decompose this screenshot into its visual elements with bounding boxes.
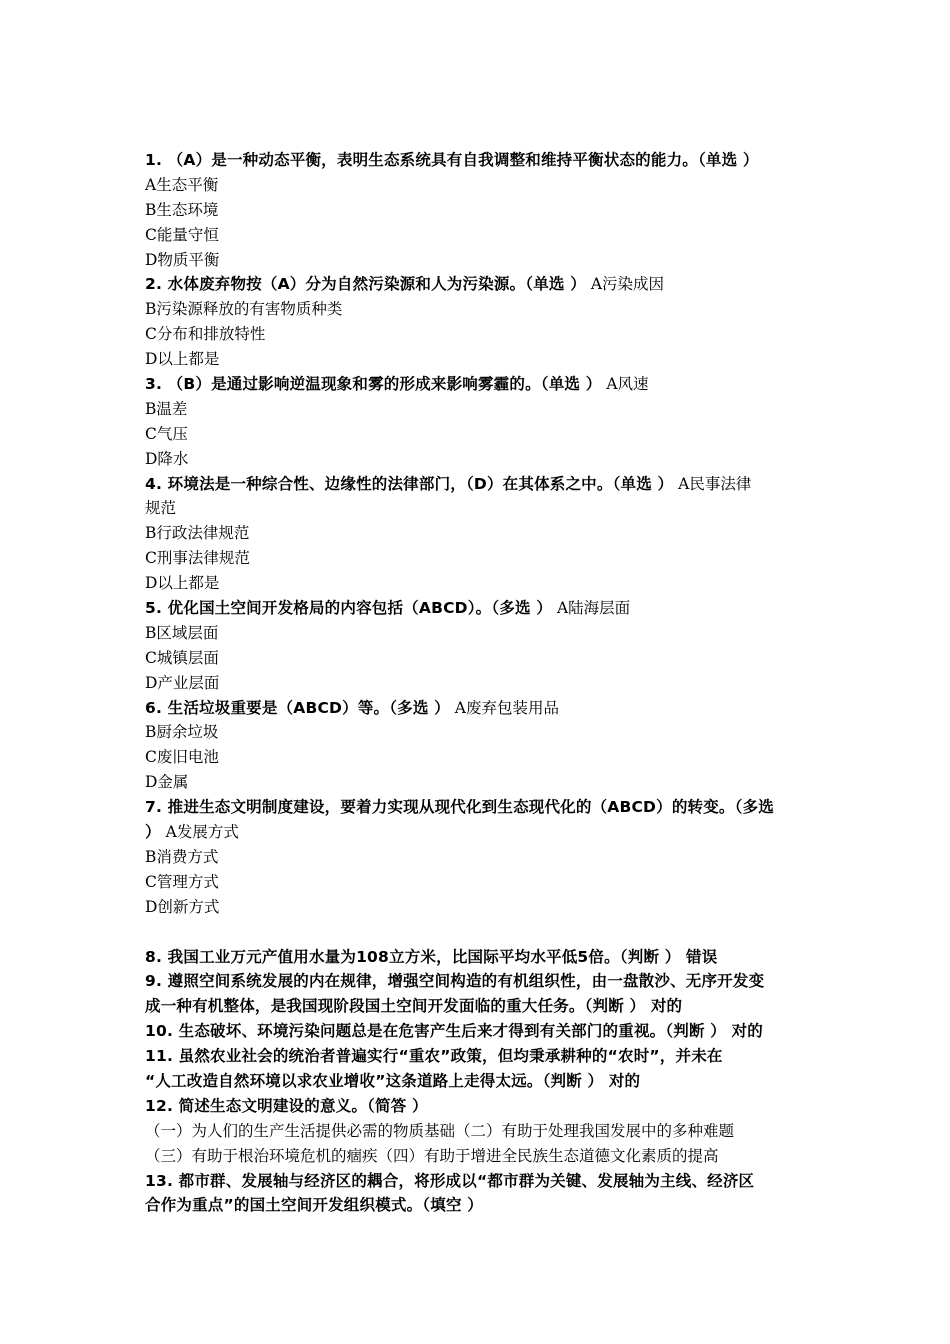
inline-option-text: A陆海层面 [552,599,631,618]
question-line [145,1019,813,1044]
option-line [145,198,813,223]
answer-text: B行政法律规范 [145,524,250,543]
answer-text: B污染源释放的有害物质种类 [145,300,343,319]
question-text: 4. 环境法是一种综合性、边缘性的法律部门，（D）在其体系之中。（单选 ） [145,474,674,493]
question-text: 11. 虽然农业社会的统治者普遍实行“重农”政策，但均秉承耕种的“农时”，并未在 [145,1047,723,1066]
question-line [145,472,813,497]
answer-text: D创新方式 [145,897,220,916]
answer-text: B温差 [145,399,188,418]
answer-text: D以上都是 [145,574,220,593]
question-line [145,945,813,970]
question-line [145,1069,813,1094]
question-text: 合作为重点”的国土空间开发组织模式。（填空 ） [145,1196,483,1215]
option-line [145,248,813,273]
question-line [145,1094,813,1119]
option-line [145,646,813,671]
question-text: 1. （A）是一种动态平衡，表明生态系统具有自我调整和维持平衡状态的能力。（单选 ） [145,151,759,169]
answer-text: （一）为人们的生产生活提供必需的物质基础（二）有助于处理我国发展中的多种难题 [145,1121,735,1140]
answer-text: C气压 [145,424,188,443]
question-line [145,820,813,845]
answer-text: （三）有助于根治环境危机的痼疾（四）有助于增进全民族生态道德文化素质的提高 [145,1146,719,1165]
option-line [145,1144,813,1169]
question-line [145,1044,813,1069]
option-line [145,397,813,422]
option-line [145,671,813,696]
option-line [145,845,813,870]
question-text: 3. （B）是通过影响逆温现象和雾的形成来影响雾霾的。（单选 ） [145,375,602,394]
answer-text: C能量守恒 [145,225,219,244]
question-text: “人工改造自然环境以求农业增收”这条道路上走得太远。（判断 ） 对的 [145,1071,641,1090]
answer-text: C管理方式 [145,872,219,891]
inline-option-text: A发展方式 [160,823,239,842]
option-line [145,546,813,571]
option-line [145,1119,813,1144]
document-body [145,148,813,1218]
question-line [145,272,813,297]
option-line [145,770,813,795]
question-text: 2. 水体废弃物按（A）分为自然污染源和人为污染源。（单选 ） [145,275,586,294]
question-line [145,596,813,621]
option-line [145,571,813,596]
option-line [145,447,813,472]
question-text: 5. 优化国土空间开发格局的内容包括（ABCD）。（多选 ） [145,599,553,618]
option-line [145,422,813,447]
question-line [145,994,813,1019]
option-line [145,322,813,347]
question-text: 成一种有机整体，是我国现阶段国土空间开发面临的重大任务。（判断 ） 对的 [145,997,683,1016]
option-line [145,720,813,745]
answer-text: C城镇层面 [145,648,219,667]
question-line [145,969,813,994]
answer-text: B消费方式 [145,847,219,866]
answer-text: C废旧电池 [145,748,219,767]
question-line [145,372,813,397]
question-line [145,148,813,173]
answer-text: D金属 [145,773,189,792]
option-line [145,870,813,895]
question-text: 13. 都市群、发展轴与经济区的耦合，将形成以“都市群为关键、发展轴为主线、经济区 [145,1171,755,1190]
answer-text: C分布和排放特性 [145,325,266,344]
option-line [145,496,813,521]
question-line [145,795,813,820]
answer-text: C刑事法律规范 [145,549,250,568]
answer-text: A生态平衡 [145,175,219,194]
inline-option-text: A民事法律 [673,474,752,493]
question-text: 9. 遵照空间系统发展的内在规律，增强空间构造的有机组织性，由一盘散沙、无序开发变 [145,972,765,991]
inline-option-text: A风速 [601,375,649,394]
option-line [145,521,813,546]
option-line [145,745,813,770]
option-line [145,297,813,322]
question-text: 8. 我国工业万元产值用水量为108立方米，比国际平均水平低5倍。（判断 ） 错误 [145,947,718,966]
question-line [145,1169,813,1194]
option-line [145,895,813,920]
question-text: 6. 生活垃圾重要是（ABCD）等。（多选 ） [145,698,450,717]
inline-option-text: A污染成因 [585,275,665,294]
question-text: ） [145,823,161,842]
question-text: 10. 生态破坏、环境污染问题总是在危害产生后来才得到有关部门的重视。（判断 ） 对的 [145,1022,763,1041]
option-line [145,347,813,372]
answer-text: B区域层面 [145,623,219,642]
question-text: 12. 简述生态文明建设的意义。（简答 ） [145,1096,428,1115]
answer-text: D产业层面 [145,673,220,692]
blank-line [145,920,813,945]
question-line [145,1193,813,1218]
question-text: 7. 推进生态文明制度建设，要着力实现从现代化到生态现代化的（ABCD）的转变。（多选 [145,798,774,817]
answer-text: B生态环境 [145,200,219,219]
answer-text: D物质平衡 [145,250,220,269]
answer-text: B厨余垃圾 [145,723,219,742]
option-line [145,173,813,198]
question-line [145,696,813,721]
inline-option-text: A废弃包装用品 [449,698,559,717]
option-line [145,621,813,646]
option-line [145,223,813,248]
answer-text: D以上都是 [145,350,220,369]
answer-text: D降水 [145,449,189,468]
answer-text: 规范 [145,499,177,518]
